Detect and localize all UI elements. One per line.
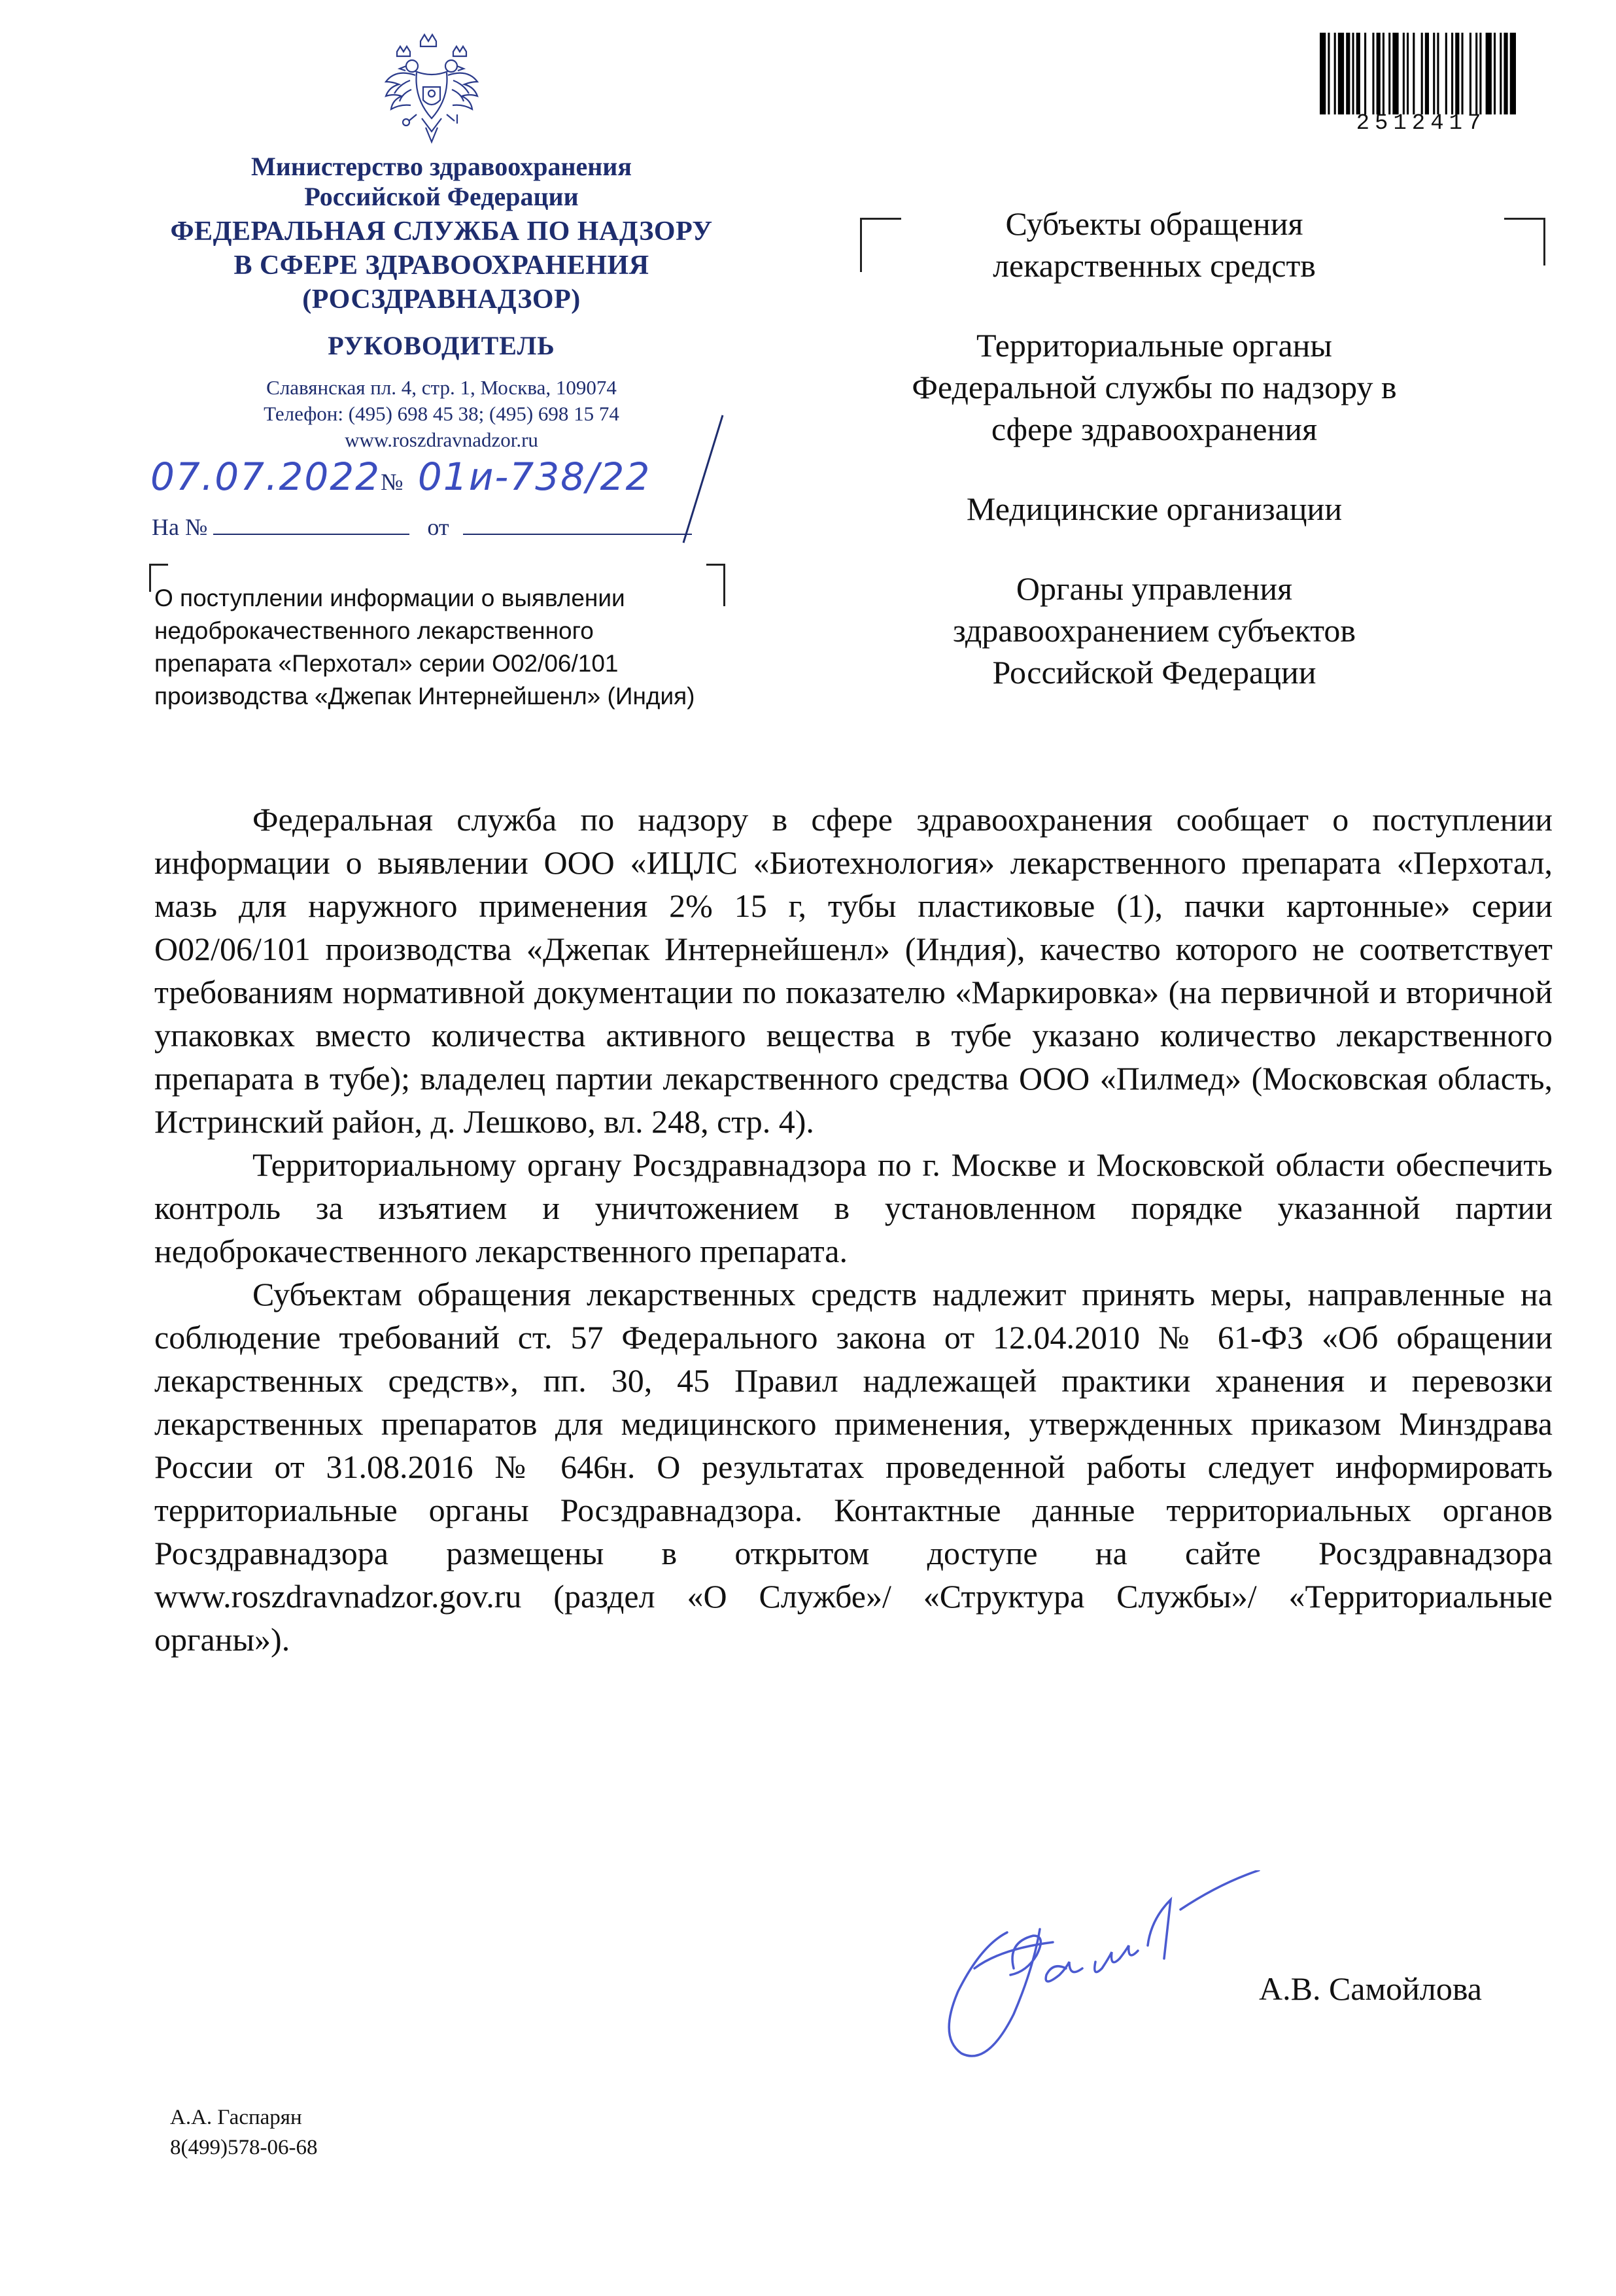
barcode-bar — [1475, 33, 1477, 114]
barcode-bar — [1356, 33, 1360, 114]
handwritten-signature-icon — [922, 1870, 1288, 2080]
reg-no-label: № — [381, 469, 405, 495]
barcode-bar — [1377, 33, 1381, 114]
reg-number: 01и-738/22 — [417, 454, 651, 499]
addressee-group: Органы управления здравоохранением субъектов Российской Федерации — [952, 570, 1356, 691]
executor-phone: 8(499)578-06-68 — [170, 2136, 318, 2159]
contact-block — [167, 375, 716, 453]
state-emblem-icon — [376, 29, 487, 150]
barcode-bar — [1437, 33, 1439, 114]
addressee-bracket-right — [1504, 218, 1545, 266]
barcode-bar — [1461, 33, 1463, 114]
barcode-bar — [1334, 33, 1336, 114]
barcode-bar — [1455, 33, 1459, 114]
barcode-bar — [1445, 33, 1447, 114]
addressee-group: Медицинские организации — [966, 490, 1343, 527]
barcode-bar — [1470, 33, 1471, 114]
body-paragraph: Федеральная служба по надзору в сфере здравоохранения сообщает о поступлении информации о выявлении ООО «ИЦЛС «Биотехнология» лекарственного препарата «Перхотал, мазь для наружного применения 2% 15 г, тубы пластиковые (1), пачки картонные» серии О02/06/101 производства «Джепак Интернейшенл» (Индия), качество которого не соответствует требованиям нормативной документации по показателю «Маркировка» (на первичной и вторичной упаковках вместо количества активного вещества в тубе указано количество лекарственного препарата в тубе); владелец партии лекарственного средства ООО «Пилмед» (Московская область, Истринский район, д. Лешково, вл. 248, стр. 4). — [154, 801, 1553, 1140]
addressees-block — [844, 203, 1465, 731]
barcode-bar — [1421, 33, 1423, 114]
barcode-bar — [1500, 33, 1502, 114]
body-paragraph: Субъектам обращения лекарственных средств надлежит принять меры, направленные на соблюдение требований ст. 57 Федерального закона от 12.04.2010 № 61-ФЗ «Об обращении лекарственных средств», пп. 30, 45 Правил надлежащей практики хранения и перевозки лекарственных препаратов для медицинского применения, утвержденных приказом Минздрава России от 31.08.2016 № 646н. О результатах проведенной работы следует информировать территориальные органы Росздравнадзора. Контактные данные территориальных органов Росздравнадзора размещены в открытом доступе на сайте Росздравнадзора www.roszdravnadzor.gov.ru (раздел «О Службе»/ «Структура Службы»/ «Территориальные органы»). — [154, 1276, 1553, 1658]
barcode-bar — [1372, 33, 1374, 114]
barcode-bar — [1388, 33, 1390, 114]
ot-label: от — [427, 514, 449, 540]
barcode-number: 2512417 — [1356, 111, 1487, 136]
barcode-bar — [1338, 33, 1344, 114]
barcode-bar — [1433, 33, 1435, 114]
phone: Телефон: (495) 698 45 38; (495) 698 15 74 — [264, 402, 619, 425]
barcode-bar — [1407, 33, 1409, 114]
barcode-bar — [1486, 33, 1492, 114]
ot-date-blank — [463, 514, 692, 535]
ministry-name: Министерство здравоохранения Российской Федерации — [251, 152, 632, 211]
barcode-bar — [1403, 33, 1405, 114]
service-name: ФЕДЕРАЛЬНАЯ СЛУЖБА ПО НАДЗОРУ В СФЕРЕ ЗДРАВООХРАНЕНИЯ (РОСЗДРАВНАДЗОР) — [170, 216, 713, 315]
website: www.roszdravnadzor.ru — [345, 428, 538, 451]
barcode-bar — [1392, 33, 1398, 114]
barcode-bar — [1451, 33, 1453, 114]
barcode-icon — [1320, 33, 1516, 114]
executor-name: А.А. Гаспарян — [170, 2106, 302, 2129]
barcode-bar — [1504, 33, 1507, 114]
executor-block — [170, 2102, 317, 2163]
barcode-bar — [1494, 33, 1496, 114]
addressee-group: Субъекты обращения лекарственных средств — [993, 205, 1316, 284]
addressee-group: Территориальные органы Федеральной службы по надзору в сфере здравоохранения — [912, 327, 1397, 447]
na-label: На № — [152, 514, 208, 540]
barcode-bar — [1346, 33, 1350, 114]
barcode-bar — [1383, 33, 1384, 114]
reference-line — [152, 513, 692, 541]
na-number-blank — [213, 514, 409, 535]
barcode-bar — [1320, 33, 1326, 114]
subject-block: О поступлении информации о выявлении недоброкачественного лекарственного препарата «Перхотал» серии О02/06/101 производства «Джепак Интернейшенл» (Индия) — [154, 585, 695, 710]
barcode-bar — [1510, 33, 1516, 114]
body-paragraph: Территориальному органу Росздравнадзора по г. Москве и Московской области обеспечить контроль за изъятием и уничтожением в установленном порядке указанной партии недоброкачественного лекарственного препарата. — [154, 1146, 1553, 1269]
barcode-bar — [1413, 33, 1415, 114]
registration-number — [150, 454, 651, 499]
signer-name: А.В. Самойлова — [1259, 1970, 1482, 2007]
address: Славянская пл. 4, стр. 1, Москва, 109074 — [266, 376, 617, 399]
head-title: РУКОВОДИТЕЛЬ — [328, 331, 555, 360]
barcode-bar — [1479, 33, 1481, 114]
letter-body — [154, 798, 1553, 1661]
barcode-bar — [1364, 33, 1366, 114]
barcode-bar — [1425, 33, 1429, 114]
reg-date: 07.07.2022 — [150, 454, 381, 499]
barcode-bar — [1352, 33, 1354, 114]
barcode-bar — [1328, 33, 1330, 114]
